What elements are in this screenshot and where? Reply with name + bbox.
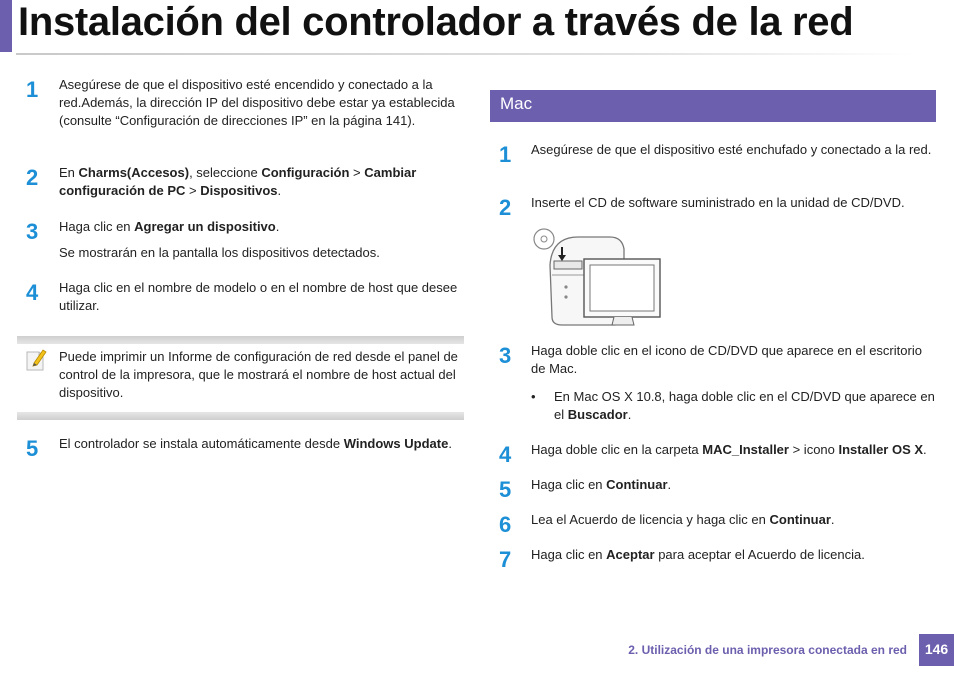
page-title: Instalación del controlador a través de la red [18,0,854,44]
step-text: En Charms(Accesos), seleccione Configuración > Cambiar configuración de PC > Dispositivos. [59,165,417,198]
step-text: Haga doble clic en la carpeta MAC_Installer > icono Installer OS X. [531,442,927,457]
note-box [17,336,464,420]
step-text: Lea el Acuerdo de licencia y haga clic en Continuar. [531,512,835,527]
step-number: 2 [499,195,512,220]
step-number: 4 [26,280,39,305]
step-subtext: Se mostrarán en la pantalla los dispositivos detectados. [59,245,380,260]
step-text: Asegúrese de que el dispositivo esté encendido y conectado a la red.Además, la dirección IP del dispositivo debe estar ya establecida (consulte “Configuración de direcciones IP” en la página 141). [59,77,455,128]
note-text: Puede imprimir un Informe de configuración de red desde el panel de control de la impresora, que le mostrará el nombre de host actual del dispositivo. [59,349,458,400]
title-divider [16,53,914,55]
pencil-note-icon [25,348,47,372]
step-number: 1 [499,142,512,167]
footer-chapter: 2. Utilización de una impresora conectada en red [628,643,907,657]
page-number: 146 [919,634,954,666]
step-text: Haga clic en el nombre de modelo o en el nombre de host que desee utilizar. [59,280,458,313]
step-number: 4 [499,442,512,467]
step-text: Haga clic en Agregar un dispositivo. [59,219,280,234]
step-number: 3 [26,219,39,244]
step-number: 2 [26,165,39,190]
section-header-mac: Mac [490,90,936,122]
bullet-text: En Mac OS X 10.8, haga doble clic en el CD/DVD que aparece en el Buscador. [554,389,935,422]
step-text: Inserte el CD de software suministrado en la unidad de CD/DVD. [531,195,905,210]
step-text: Haga clic en Continuar. [531,477,672,492]
mac-cd-insert-illustration [528,225,663,330]
step-number: 5 [26,436,39,461]
step-number: 1 [26,77,39,102]
step-number: 3 [499,343,512,368]
title-accent-bar [0,0,12,52]
step-text: Haga clic en Aceptar para aceptar el Acuerdo de licencia. [531,547,865,562]
step-text: Asegúrese de que el dispositivo esté enchufado y conectado a la red. [531,142,932,157]
bullet-marker: • [531,389,536,404]
step-text: El controlador se instala automáticamente desde Windows Update. [59,436,452,451]
step-number: 6 [499,512,512,537]
step-number: 5 [499,477,512,502]
step-text: Haga doble clic en el icono de CD/DVD que aparece en el escritorio de Mac. [531,343,922,376]
step-number: 7 [499,547,512,572]
